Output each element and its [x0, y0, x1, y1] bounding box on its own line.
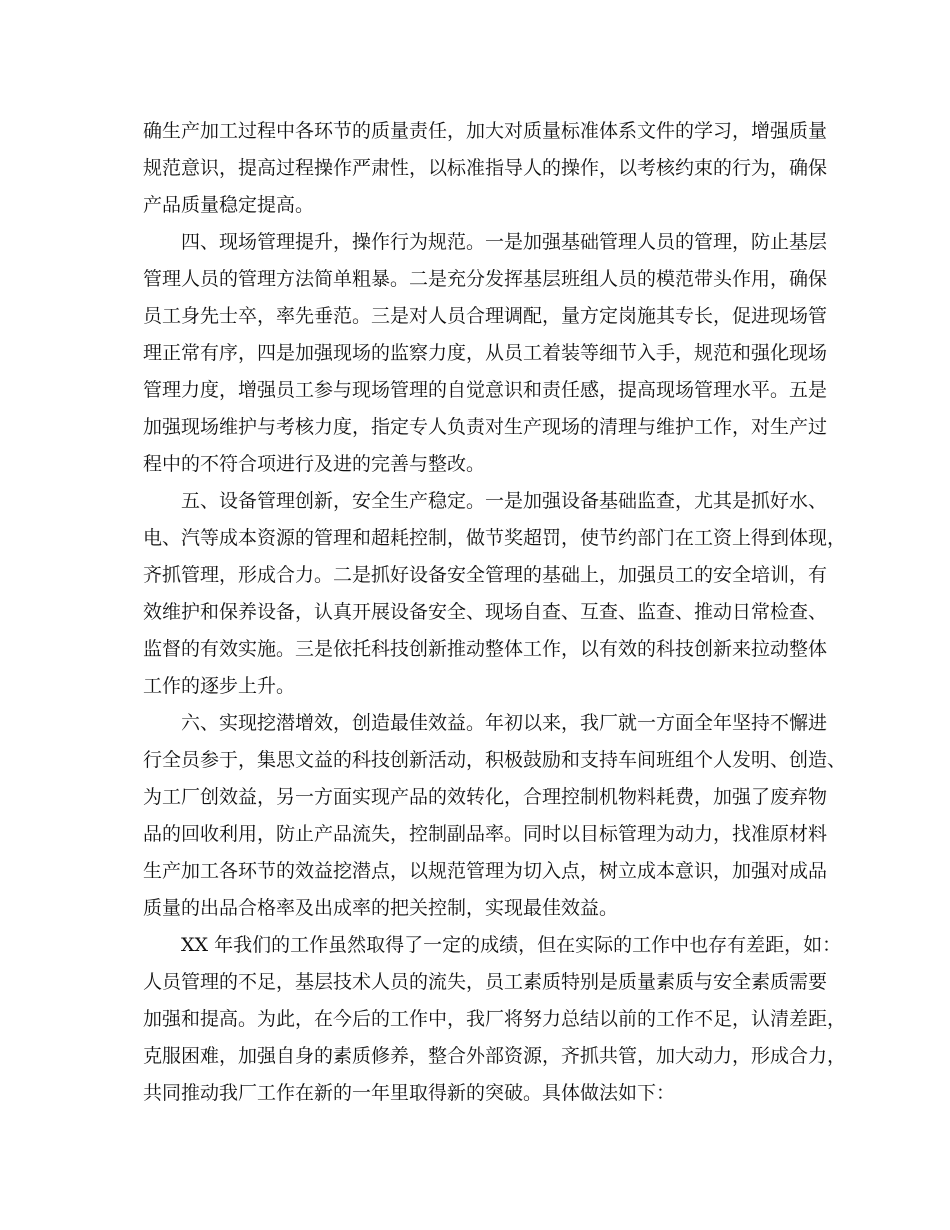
paragraph-line: 监督的有效实施。三是依托科技创新推动整体工作，以有效的科技创新来拉动整体 — [143, 638, 828, 660]
paragraph-line: 质量的出品合格率及出成率的把关控制，实现最佳效益。 — [143, 897, 619, 919]
paragraph-line: 管理力度，增强员工参与现场管理的自觉意识和责任感，提高现场管理水平。五是 — [143, 379, 828, 401]
paragraph-line: 管理人员的管理方法简单粗暴。二是充分发挥基层班组人员的模范带头作用，确保 — [143, 268, 828, 290]
paragraph-line: 生产加工各环节的效益挖潜点，以规范管理为切入点，树立成本意识，加强对成品 — [143, 860, 828, 882]
paragraph-line: 工作的逐步上升。 — [143, 675, 296, 697]
paragraph-line: 六、实现挖潜增效，创造最佳效益。年初以来，我厂就一方面全年坚持不懈进 — [181, 712, 828, 734]
paragraph-line: 加强和提高。为此，在今后的工作中，我厂将努力总结以前的工作不足，认清差距， — [143, 1008, 847, 1030]
paragraph-line: 克服困难，加强自身的素质修养，整合外部资源，齐抓共管，加大动力，形成合力， — [143, 1045, 847, 1067]
paragraph-line: 员工身先士卒，率先垂范。三是对人员合理调配，量方定岗施其专长，促进现场管 — [143, 305, 828, 327]
paragraph-line: 理正常有序，四是加强现场的监察力度，从员工着装等细节入手，规范和强化现场 — [143, 342, 828, 364]
paragraph-line: 为工厂创效益，另一方面实现产品的效转化，合理控制机物料耗费，加强了废弃物 — [143, 786, 828, 808]
paragraph-line: 产品质量稳定提高。 — [143, 194, 315, 216]
paragraph-line: 人员管理的不足，基层技术人员的流失，员工素质特别是质量素质与安全素质需要 — [143, 971, 828, 993]
paragraph-line: 程中的不符合项进行及进的完善与整改。 — [143, 453, 486, 475]
paragraph-line: 电、汽等成本资源的管理和超耗控制，做节奖超罚，使节约部门在工资上得到体现， — [143, 527, 847, 549]
paragraph-line: 四、现场管理提升，操作行为规范。一是加强基础管理人员的管理，防止基层 — [181, 231, 828, 253]
paragraph-line: 齐抓管理，形成合力。二是抓好设备安全管理的基础上，加强员工的安全培训，有 — [143, 564, 828, 586]
paragraph-line: 共同推动我厂工作在新的一年里取得新的突破。具体做法如下： — [143, 1082, 676, 1104]
paragraph-line: 确生产加工过程中各环节的质量责任，加大对质量标准体系文件的学习，增强质量 — [143, 120, 828, 142]
paragraph-line: XX 年我们的工作虽然取得了一定的成绩，但在实际的工作中也存有差距，如： — [181, 934, 842, 956]
paragraph-line: 加强现场维护与考核力度，指定专人负责对生产现场的清理与维护工作，对生产过 — [143, 416, 828, 438]
paragraph-line: 品的回收利用，防止产品流失，控制副品率。同时以目标管理为动力，找准原材料 — [143, 823, 828, 845]
paragraph-line: 效维护和保养设备，认真开展设备安全、现场自查、互查、监查、推动日常检查、 — [143, 601, 828, 623]
paragraph-line: 五、设备管理创新，安全生产稳定。一是加强设备基础监查，尤其是抓好水、 — [181, 490, 828, 512]
paragraph-line: 行全员参于，集思文益的科技创新活动，积极鼓励和支持车间班组个人发明、创造、 — [143, 749, 847, 771]
paragraph-line: 规范意识，提高过程操作严肃性，以标准指导人的操作，以考核约束的行为，确保 — [143, 157, 828, 179]
